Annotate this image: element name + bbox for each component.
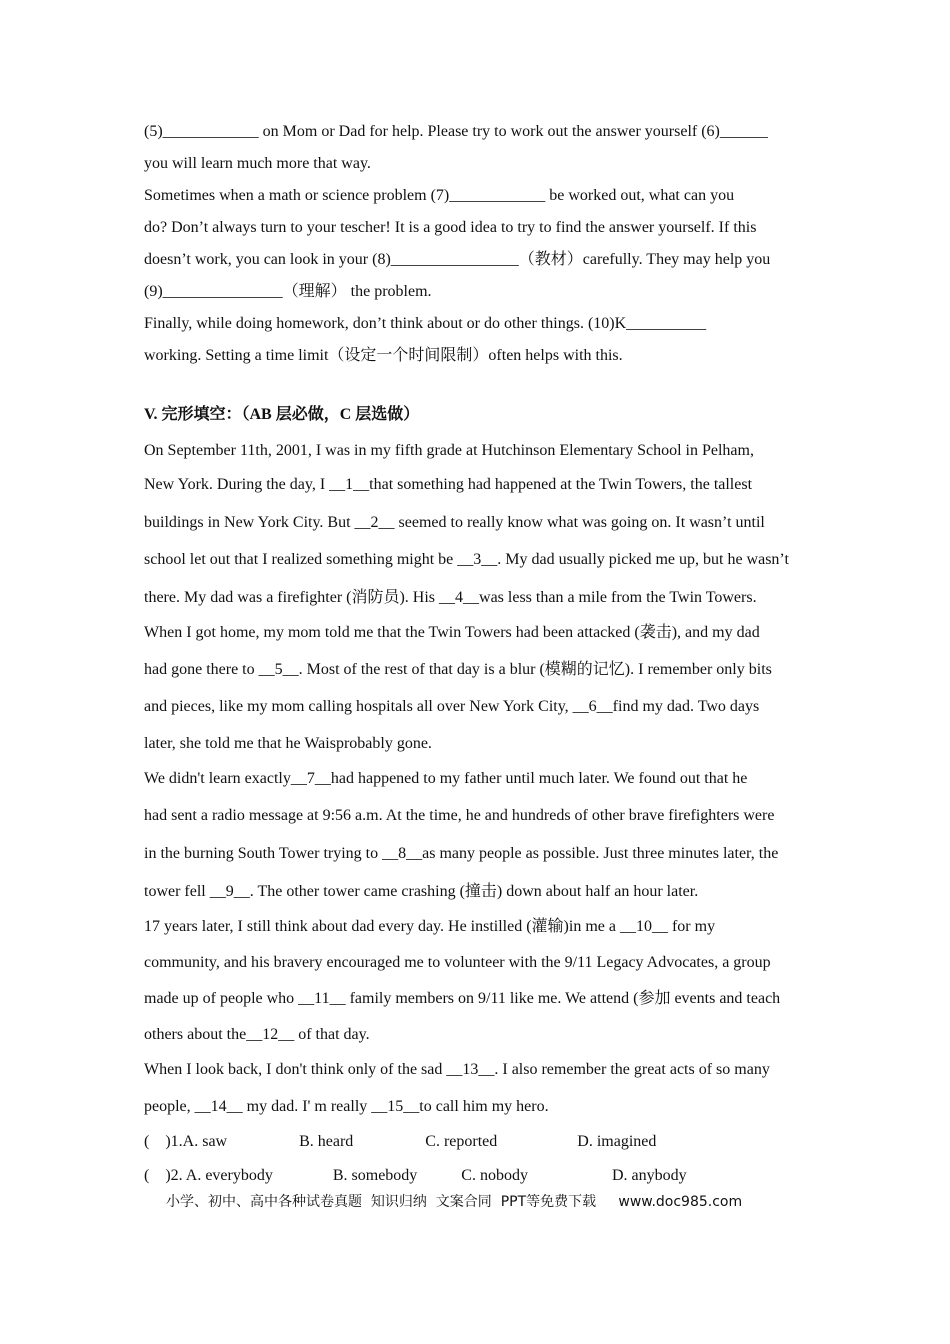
text-line: community, and his bravery encouraged me to volunteer with the 9/11 Legacy Advocates, a group: [144, 954, 771, 971]
text-line: others about the__12__ of that day.: [144, 1026, 370, 1043]
text-line: working. Setting a time limit（设定一个时间限制）often helps with this.: [144, 347, 623, 364]
text-line: On September 11th, 2001, I was in my fifth grade at Hutchinson Elementary School in Pelham,: [144, 442, 754, 459]
text-line: When I got home, my mom told me that the Twin Towers had been attacked (袭击), and my dad: [144, 624, 760, 641]
text-line: Finally, while doing homework, don’t think about or do other things. (10)K__________: [144, 315, 707, 332]
text-line: had gone there to __5__. Most of the rest of that day is a blur (模糊的记忆). I remember only bits: [144, 661, 772, 678]
text-line: (9)_______________（理解） the problem.: [144, 283, 432, 300]
section-heading: V. 完形填空：（AB 层必做，C 层选做）: [144, 406, 420, 423]
text-line: made up of people who __11__ family members on 9/11 like me. We attend (参加 events and teach: [144, 990, 781, 1007]
text-line: When I look back, I don't think only of the sad __13__. I also remember the great acts of so many: [144, 1061, 770, 1078]
question-row: ( )2. A. everybody B. somebody C. nobody D. anybody: [144, 1167, 687, 1184]
text-line: New York. During the day, I __1__that something had happened at the Twin Towers, the tallest: [144, 476, 753, 493]
text-line: (5)____________ on Mom or Dad for help. Please try to work out the answer yourself (6)______: [144, 123, 768, 140]
text-line: do? Don’t always turn to your tescher! It is a good idea to try to find the answer yourself. If this: [144, 219, 757, 236]
text-line: buildings in New York City. But __2__ seemed to really know what was going on. It wasn’t until: [144, 514, 765, 531]
text-line: had sent a radio message at 9:56 a.m. At the time, he and hundreds of other brave firefighters were: [144, 807, 775, 824]
footer-text: 小学、初中、高中各种试卷真题 知识归纳 文案合同 PPT等免费下载 www.doc985.com: [166, 1194, 743, 1210]
text-line: in the burning South Tower trying to __8__as many people as possible. Just three minutes later, the: [144, 845, 779, 862]
text-line: school let out that I realized something might be __3__. My dad usually picked me up, but he wasn’t: [144, 551, 789, 568]
text-line: and pieces, like my mom calling hospitals all over New York City, __6__find my dad. Two days: [144, 698, 760, 715]
text-line: there. My dad was a firefighter (消防员). His __4__was less than a mile from the Twin Towers.: [144, 589, 757, 606]
text-line: tower fell __9__. The other tower came crashing (撞击) down about half an hour later.: [144, 883, 699, 900]
text-line: later, she told me that he Waisprobably gone.: [144, 735, 432, 752]
text-line: Sometimes when a math or science problem (7)____________ be worked out, what can you: [144, 187, 735, 204]
text-line: 17 years later, I still think about dad every day. He instilled (灌输)in me a __10__ for my: [144, 918, 716, 935]
text-line: We didn't learn exactly__7__had happened to my father until much later. We found out that he: [144, 770, 748, 787]
text-line: people, __14__ my dad. I' m really __15__to call him my hero.: [144, 1098, 549, 1115]
text-line: you will learn much more that way.: [144, 155, 371, 172]
question-row: ( )1.A. saw B. heard C. reported D. imagined: [144, 1133, 657, 1150]
text-line: doesn’t work, you can look in your (8)________________（教材）carefully. They may help you: [144, 251, 771, 268]
